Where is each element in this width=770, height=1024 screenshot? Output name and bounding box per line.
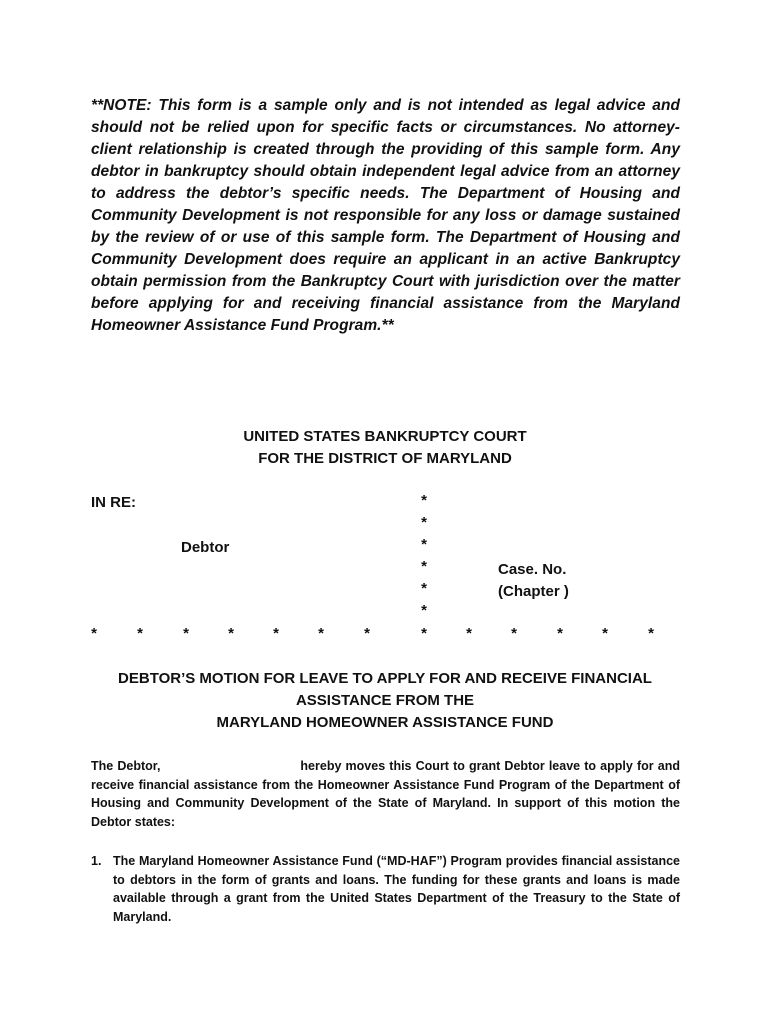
disclaimer-note: **NOTE: This form is a sample only and is not intended as legal advice and should not be relied upon for specific facts or circumstances. No attorney-client relationship is created through the providing of this sample form. Any debtor in bankruptcy should obtain independent legal advice from an attorney to address the debtor’s specific needs. The Department of Housing and Community Development is not responsible for any loss or damage sustained by the review of or use of this sample form. The Department of Housing and Community Development does require an applicant in an active Bankruptcy obtain permission from the Bankruptcy Court with jurisdiction over the matter before applying for and receiving financial assistance from the Maryland Homeowner Assistance Fund Program.** bbox=[91, 97, 680, 334]
list-item-number: 1. bbox=[91, 854, 102, 868]
intro-paragraph bbox=[91, 757, 680, 831]
intro-lead: The Debtor, bbox=[91, 759, 161, 773]
caption-star: * bbox=[318, 625, 324, 642]
caption-star: * bbox=[421, 602, 427, 619]
caption-star: * bbox=[91, 625, 97, 642]
motion-title-line1: DEBTOR’S MOTION FOR LEAVE TO APPLY FOR AND RECEIVE FINANCIAL bbox=[118, 670, 652, 687]
motion-title-line2: ASSISTANCE FROM THE bbox=[295, 692, 475, 709]
caption-star: * bbox=[364, 625, 370, 642]
debtor-label: Debtor bbox=[181, 539, 230, 556]
motion-title-line3: MARYLAND HOMEOWNER ASSISTANCE FUND bbox=[216, 714, 554, 731]
caption-star: * bbox=[421, 514, 427, 531]
caption-star: * bbox=[183, 625, 189, 642]
court-district: FOR THE DISTRICT OF MARYLAND bbox=[258, 450, 512, 467]
list-item bbox=[91, 852, 680, 926]
caption-star: * bbox=[557, 625, 563, 642]
caption-star: * bbox=[466, 625, 472, 642]
caption-star: * bbox=[421, 580, 427, 597]
caption-star: * bbox=[273, 625, 279, 642]
chapter-label: (Chapter ) bbox=[498, 583, 569, 600]
list-item-text: The Maryland Homeowner Assistance Fund (“MD-HAF”) Program provides financial assistance to debtors in the form of grants and loans. The funding for these grants and loans is made available through a grant from the United States Department of the Treasury to the State of Maryland. bbox=[113, 854, 680, 924]
case-number-label: Case. No. bbox=[498, 561, 567, 578]
caption-star: * bbox=[602, 625, 608, 642]
caption-star: * bbox=[421, 492, 427, 509]
intro-rest: hereby moves this Court to grant Debtor leave to apply for and receive financial assistance from the Homeowner Assistance Fund Program of the Department of Housing and Community Development of the State of Maryland. In support of this motion the Debtor states: bbox=[91, 759, 680, 829]
court-name: UNITED STATES BANKRUPTCY COURT bbox=[243, 428, 527, 445]
caption-star: * bbox=[228, 625, 234, 642]
in-re-label: IN RE: bbox=[91, 494, 136, 511]
caption-star: * bbox=[421, 536, 427, 553]
caption-star: * bbox=[421, 625, 427, 642]
caption-star: * bbox=[421, 558, 427, 575]
caption-star: * bbox=[137, 625, 143, 642]
caption-star: * bbox=[511, 625, 517, 642]
caption-star: * bbox=[648, 625, 654, 642]
